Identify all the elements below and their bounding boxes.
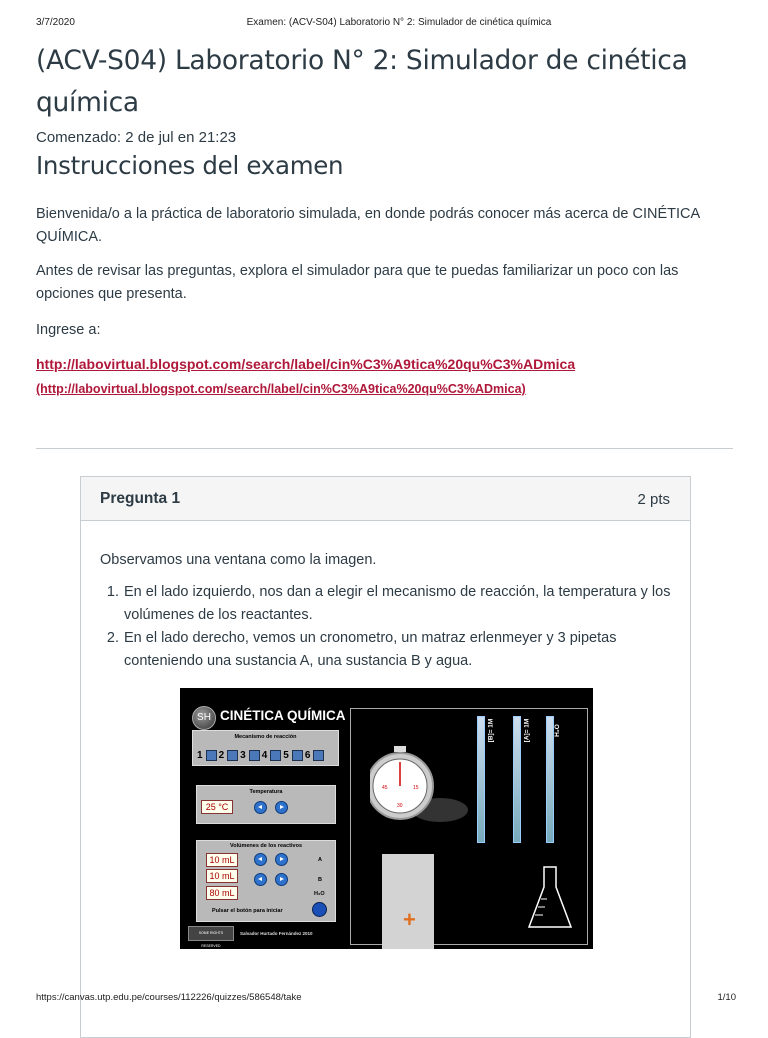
volumes-label: Volúmenes de los reactivos [229, 843, 303, 849]
pipette-water [546, 716, 554, 843]
plus-icon[interactable]: + [403, 907, 416, 932]
arrow-left-icon[interactable] [254, 853, 267, 866]
mechanism-6: 6 [304, 750, 311, 761]
checkbox-icon[interactable] [249, 750, 260, 761]
mechanism-4: 4 [261, 750, 268, 761]
erlenmeyer-flask-icon [525, 865, 575, 935]
intro-paragraph: Bienvenida/o a la práctica de laboratorio simulada, en donde podrás conocer más acerca de CINÉTICA QUÍMICA. [36, 206, 700, 245]
question-text: Observamos una ventana como la imagen. [100, 552, 377, 568]
pipette-b [477, 716, 485, 843]
arrow-right-icon[interactable] [275, 873, 288, 886]
volume-water-value: 80 mL [206, 886, 238, 900]
question-points: 2 pts [637, 491, 670, 508]
stir-plate [382, 854, 434, 949]
print-url: https://canvas.utp.edu.pe/courses/112226/quizzes/586548/take [36, 992, 302, 1003]
volumes-panel [196, 840, 336, 922]
arrow-left-icon[interactable] [254, 801, 267, 814]
mechanism-1: 1 [197, 750, 203, 761]
print-doc-title: Examen: (ACV-S04) Laboratorio N° 2: Simulador de cinética química [246, 17, 552, 28]
mechanism-5: 5 [283, 750, 289, 761]
question-card [80, 476, 691, 1038]
simulator-link-display[interactable]: (http://labovirtual.blogspot.com/search/label/cin%C3%A9tica%20qu%C3%ADmica) [36, 382, 526, 396]
temperature-value: 25 °C [201, 800, 233, 814]
pipette-a-label: [A]= 1M [523, 718, 531, 743]
checkbox-icon[interactable] [227, 750, 238, 761]
checkbox-icon[interactable] [292, 750, 303, 761]
pipette-a [513, 716, 521, 843]
temperature-label: Temperatura [249, 789, 283, 795]
mechanism-3: 3 [240, 750, 246, 761]
mechanism-label: Mecanismo de reacción [234, 734, 297, 740]
print-page-number: 1/10 [717, 992, 736, 1003]
print-date: 3/7/2020 [36, 17, 75, 28]
stopwatch-icon [370, 738, 470, 838]
simulator-title: CINÉTICA QUÍMICA [220, 708, 346, 723]
instructions-heading: Instrucciones del examen [36, 151, 344, 180]
arrow-right-icon[interactable] [275, 801, 288, 814]
exam-title: (ACV-S04) Laboratorio N° 2: Simulador de cinética química [36, 45, 688, 118]
clock-mark-30: 30 [397, 803, 403, 809]
list-item: 2. En el lado derecho, vemos un cronometro, un matraz erlenmeyer y 3 pipetas conteniendo una sustancia A, una sustancia B y agua. [123, 627, 693, 673]
clock-mark-15: 15 [413, 785, 419, 791]
question-title: Pregunta 1 [100, 490, 181, 507]
clock-mark-45: 45 [382, 785, 388, 791]
pipette-water-label: H₂O [553, 724, 561, 737]
enter-label: Ingrese a: [36, 322, 101, 338]
sh-logo: SH [192, 706, 216, 730]
volume-b-value: 10 mL [206, 869, 238, 883]
mechanism-panel [192, 730, 339, 766]
volume-water-label: H₂O [314, 891, 325, 897]
volume-b-label: B [318, 877, 322, 883]
checkbox-icon[interactable] [313, 750, 324, 761]
question-list [105, 581, 693, 673]
start-label: Pulsar el botón para iniciar [212, 908, 283, 914]
volume-a-value: 10 mL [206, 853, 238, 867]
volume-a-label: A [318, 857, 322, 863]
pipette-b-label: [B]= 1M [487, 718, 495, 743]
checkbox-icon[interactable] [206, 750, 217, 761]
started-timestamp: Comenzado: 2 de jul en 21:23 [36, 129, 237, 146]
simulator-link[interactable]: http://labovirtual.blogspot.com/search/label/cin%C3%A9tica%20qu%C3%ADmica [36, 356, 576, 372]
start-button[interactable] [312, 902, 327, 917]
temperature-panel [196, 785, 336, 824]
divider [36, 448, 733, 449]
list-item: 1. En el lado izquierdo, nos dan a elegir el mecanismo de reacción, la temperatura y los volúmenes de los reactantes. [123, 581, 693, 627]
license-badge: SOME RIGHTS RESERVED [188, 926, 234, 941]
arrow-left-icon[interactable] [254, 873, 267, 886]
explore-paragraph: Antes de revisar las preguntas, explora el simulador para que te puedas familiarizar un poco con las opciones que presenta. [36, 263, 679, 302]
question-header [81, 477, 690, 521]
mechanism-options [197, 750, 324, 761]
author-credit: Salvador Hurtado Fernández 2010 [240, 931, 313, 936]
arrow-right-icon[interactable] [275, 853, 288, 866]
checkbox-icon[interactable] [270, 750, 281, 761]
simulator-image [180, 688, 593, 949]
mechanism-2: 2 [218, 750, 225, 761]
